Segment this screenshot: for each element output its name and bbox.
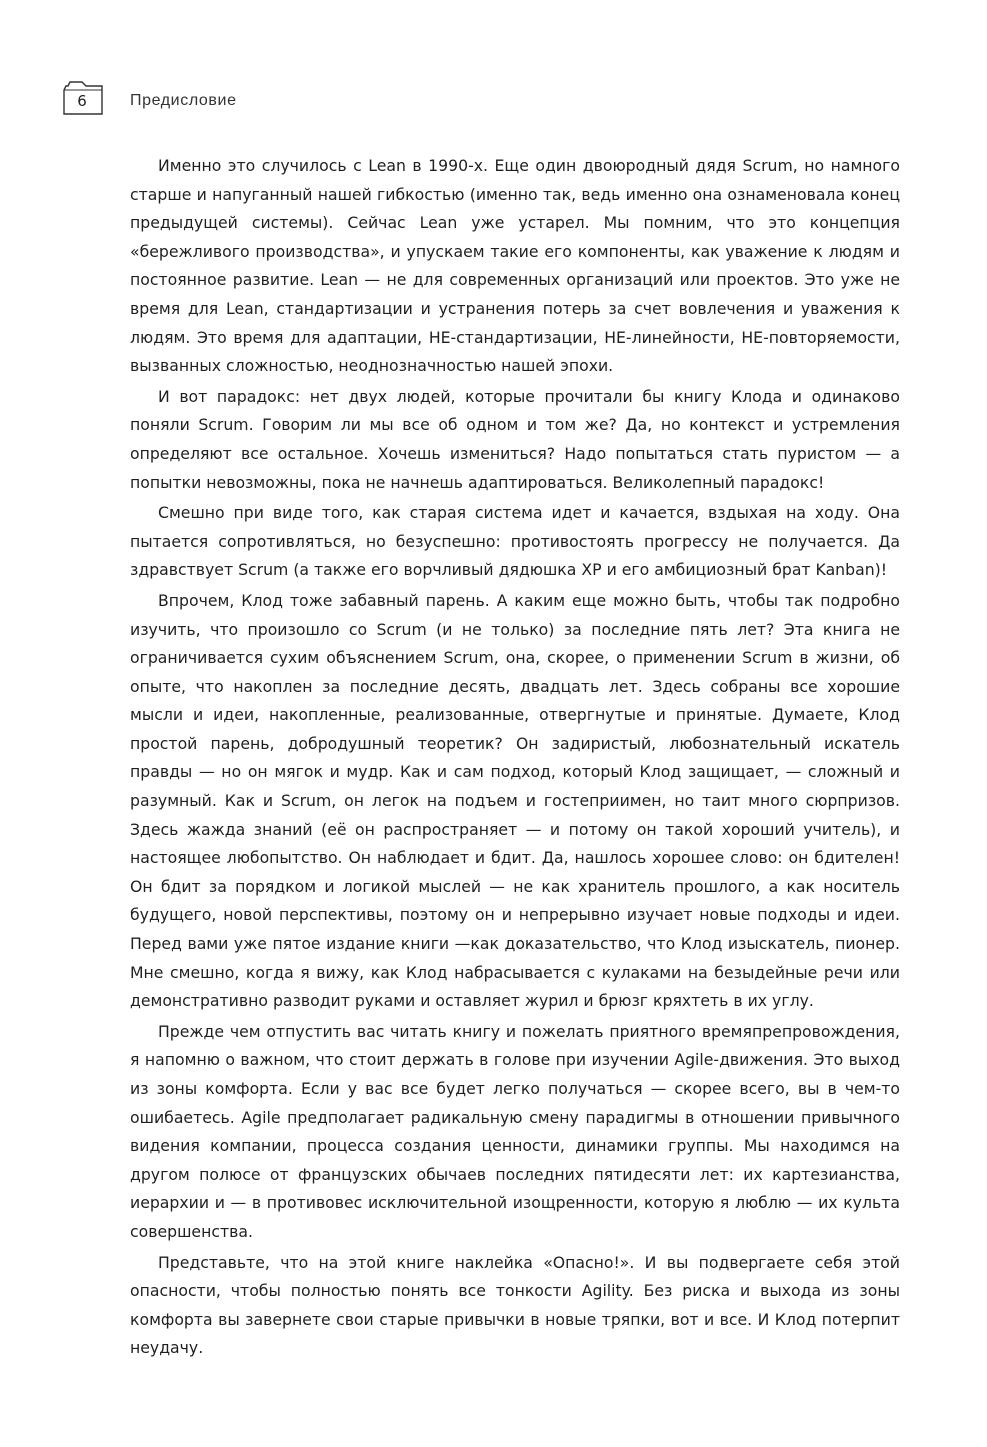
paragraph: И вот парадокс: нет двух людей, которые прочитали бы книгу Клода и одинаково поняли Scrum. Говорим ли мы все об одном и том же? Да, но контекст и устремления определяют все остальное. Хочешь измениться? Надо попытаться стать пуристом — а попытки невозможны, пока не начнешь адаптироваться. Великолепный парадокс! — [130, 386, 900, 492]
paragraph: Именно это случилось с Lean в 1990-х. Еще один двоюродный дядя Scrum, но намного старше и напуганный нашей гибкостью (именно так, ведь именно она ознаменовала конец предыдущей системы). Сейчас Lean уже устарел. Мы помним, что это концепция «бережливого производства», и упускаем такие его компоненты, как уважение к людям и постоянное развитие. Lean — не для современных организаций или проектов. Это уже не время для Lean, стандартизации и устранения потерь за счет вовлечения и уважения к людям. Это время для адаптации, НЕ-стандартизации, НЕ-линейности, НЕ-повторяемости, вызванных сложностью, неоднозначностью нашей эпохи. — [130, 156, 900, 376]
paragraph: Впрочем, Клод тоже забавный парень. А каким еще можно быть, чтобы так подробно изучить, что произошло со Scrum (и не только) за последние пять лет? Эта книга не ограничивается сухим объяснением Scrum, она, скорее, о применении Scrum в жизни, об опыте, что накоплен за последние десять, двадцать лет. Здесь собраны все хорошие мысли и идеи, накопленные, реализованные, отвергнутые и принятые. Думаете, Клод простой парень, добродушный теоретик? Он задиристый, любознательный искатель правды — но он мягок и мудр. Как и сам подход, который Клод защищает, — сложный и разумный. Как и Scrum, он легок на подъем и гостеприимен, но таит много сюрпризов. Здесь жажда знаний (её он распространяет — и потому он такой хороший учитель), и настоящее любопытство. Он наблюдает и бдит. Да, нашлось хорошее слово: он бдителен! Он бдит за порядком и логикой мыслей — не как хранитель прошлого, а как носитель будущего, новой перспективы, поэтому он и непрерывно изучает новые подходы и идеи. Перед вами уже пятое издание книги —как доказательство, что Клод изыскатель, пионер. Мне смешно, когда я вижу, как Клод набрасывается с кулаками на безыдейные речи или демонстративно разводит руками и оставляет журил и брюзг кряхтеть в их углу. — [130, 590, 900, 1011]
running-title: Предисловие — [130, 92, 237, 109]
paragraph: Представьте, что на этой книге наклейка «Опасно!». И вы подвергаете себя этой опасности, чтобы полностью понять все тонкости Agility. Без риска и выхода из зоны комфорта вы завернете свои старые привычки в новые тряпки, вот и все. И Клод потерпит неудачу. — [130, 1252, 900, 1358]
paragraph: Прежде чем отпустить вас читать книгу и пожелать приятного времяпрепровождения, я напомню о важном, что стоит держать в голове при изучении Agile-движения. Это выход из зоны комфорта. Если у вас все будет легко получаться — скорее всего, вы в чем-то ошибаетесь. Agile предполагает радикальную смену парадигмы в отношении привычного видения компании, процесса создания ценности, динамики группы. Мы находимся на другом полюсе от французских обычаев последних пятидесяти лет: их картезианства, иерархии и — в противовес исключительной изощренности, которую я люблю — их культа совершенства. — [130, 1021, 900, 1241]
body-text — [130, 152, 900, 1365]
paragraph: Смешно при виде того, как старая система идет и качается, вздыхая на ходу. Она пытается сопротивляться, но безуспешно: противостоять прогрессу не получается. Да здравствует Scrum (а также его ворчливый дядюшка XP и его амбициозный брат Kanban)! — [130, 503, 900, 580]
page-number: 6 — [77, 92, 87, 110]
